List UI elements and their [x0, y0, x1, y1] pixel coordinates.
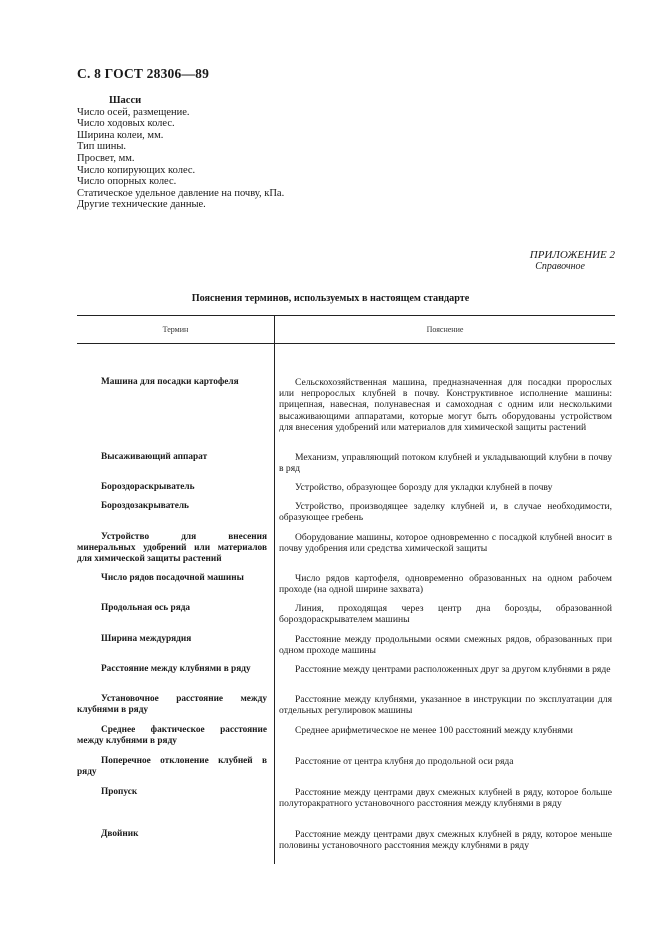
- term-cell: Поперечное отклонение клубней в ряду: [77, 756, 267, 777]
- appendix-subtitle: Справочное: [535, 261, 585, 272]
- chassis-title: Шасси: [109, 95, 142, 106]
- appendix-title: ПРИЛОЖЕНИЕ 2: [529, 249, 615, 261]
- chassis-line: Статическое удельное давление на почву, кПа.: [77, 187, 285, 199]
- term-cell: Среднее фактическое расстояние между клубнями в ряду: [77, 725, 267, 746]
- explanation-cell: Расстояние между центрами расположенных друг за другом клубнями в ряде: [295, 664, 611, 675]
- explanation-cell: Расстояние между центрами двух смежных клубней в ряду, которое меньше половины установочного расстояния между клубнями в ряду: [279, 829, 612, 852]
- chassis-line: Число осей, размещение.: [77, 106, 190, 118]
- table-row: [77, 829, 615, 852]
- term-cell: Число рядов посадочной машины: [101, 573, 244, 583]
- terms-table: [77, 315, 615, 864]
- explanation-cell: Расстояние между клубнями, указанное в инструкции по эксплуатации для отдельных регулировок машины: [279, 694, 612, 717]
- explanation-cell: Устройство, образующее борозду для укладки клубней в почву: [295, 482, 553, 493]
- term-cell: Двойник: [101, 829, 139, 839]
- table-row: [77, 756, 615, 778]
- table-row: [77, 664, 615, 675]
- column-header-term: Термин: [77, 316, 275, 343]
- page-header: С. 8 ГОСТ 28306—89: [77, 66, 210, 81]
- term-cell: Устройство для внесения минеральных удобрений или материалов для химической защиты растений: [77, 532, 267, 564]
- explanation-cell: Среднее арифметическое не менее 100 расстояний между клубнями: [295, 725, 573, 736]
- appendix-label: [530, 249, 615, 273]
- chassis-line: Число опорных колес.: [77, 176, 177, 188]
- explanation-cell: Сельскохозяйственная машина, предназначенная для посадки пророслых или непророслых клубней в почву. Конструктивное исполнение машины: прицепная, навесная, полунавесная и самоходная с одним или несколькими высаживающими аппаратами, которые могут быть оборудованы устройством для внесения удобрений или материалов для химической защиты растений: [279, 377, 612, 433]
- explanation-cell: Число рядов картофеля, одновременно образованных на одном рабочем проходе (на одной ширине захвата): [279, 573, 612, 596]
- term-cell: Высаживающий аппарат: [101, 452, 208, 462]
- term-cell: Расстояние между клубнями в ряду: [101, 664, 251, 674]
- explanation-cell: Механизм, управляющий потоком клубней и укладывающий клубни в почву в ряд: [279, 452, 612, 475]
- explanation-cell: Устройство, производящее заделку клубней и, в случае необходимости, образующее гребень: [279, 501, 612, 524]
- table-row: [77, 787, 615, 810]
- term-cell: Машина для посадки картофеля: [101, 377, 239, 387]
- chassis-line: Число копирующих колес.: [77, 164, 196, 176]
- table-row: [77, 573, 615, 596]
- term-cell: Ширина междурядия: [101, 634, 192, 644]
- table-row: [77, 725, 615, 747]
- term-cell: Установочное расстояние между клубнями в ряду: [77, 694, 267, 715]
- explanation-cell: Расстояние между центрами двух смежных клубней в ряду, которое больше полуторакратного установочного расстояния между клубнями в ряду: [279, 787, 612, 810]
- table-row: [77, 634, 615, 657]
- explanation-cell: Расстояние от центра клубня до продольной оси ряда: [295, 756, 514, 767]
- chassis-line: Ширина колеи, мм.: [77, 129, 164, 141]
- table-row: [77, 482, 615, 493]
- table-row: [77, 501, 615, 524]
- table-row: [77, 603, 615, 626]
- explanation-cell: Оборудование машины, которое одновременно с посадкой клубней вносит в почву удобрения или средства химической защиты: [279, 532, 612, 555]
- term-cell: Продольная ось ряда: [101, 603, 191, 613]
- term-cell: Бороздозакрыватель: [101, 501, 189, 511]
- chassis-line: Число ходовых колес.: [77, 118, 175, 130]
- table-row: [77, 694, 615, 716]
- table-row: [77, 452, 615, 475]
- chassis-line: Просвет, мм.: [77, 152, 135, 164]
- explanation-cell: Расстояние между продольными осями смежных рядов, образованных при одном проходе машины: [279, 634, 612, 657]
- chassis-section: [77, 95, 284, 211]
- term-cell: Бороздораскрыватель: [101, 482, 195, 492]
- chassis-line: Тип шины.: [77, 141, 127, 153]
- column-header-explanation: Пояснение: [426, 325, 464, 334]
- table-title: Пояснения терминов, используемых в настоящем стандарте: [191, 293, 470, 304]
- explanation-cell: Линия, проходящая через центр дна борозды, образованной бороздораскрывателем машины: [279, 603, 612, 626]
- term-cell: Пропуск: [101, 787, 138, 797]
- table-header: [77, 315, 615, 344]
- table-row: [77, 532, 615, 565]
- table-row: [77, 377, 615, 433]
- table-body: [77, 344, 615, 864]
- chassis-line: Другие технические данные.: [77, 199, 206, 211]
